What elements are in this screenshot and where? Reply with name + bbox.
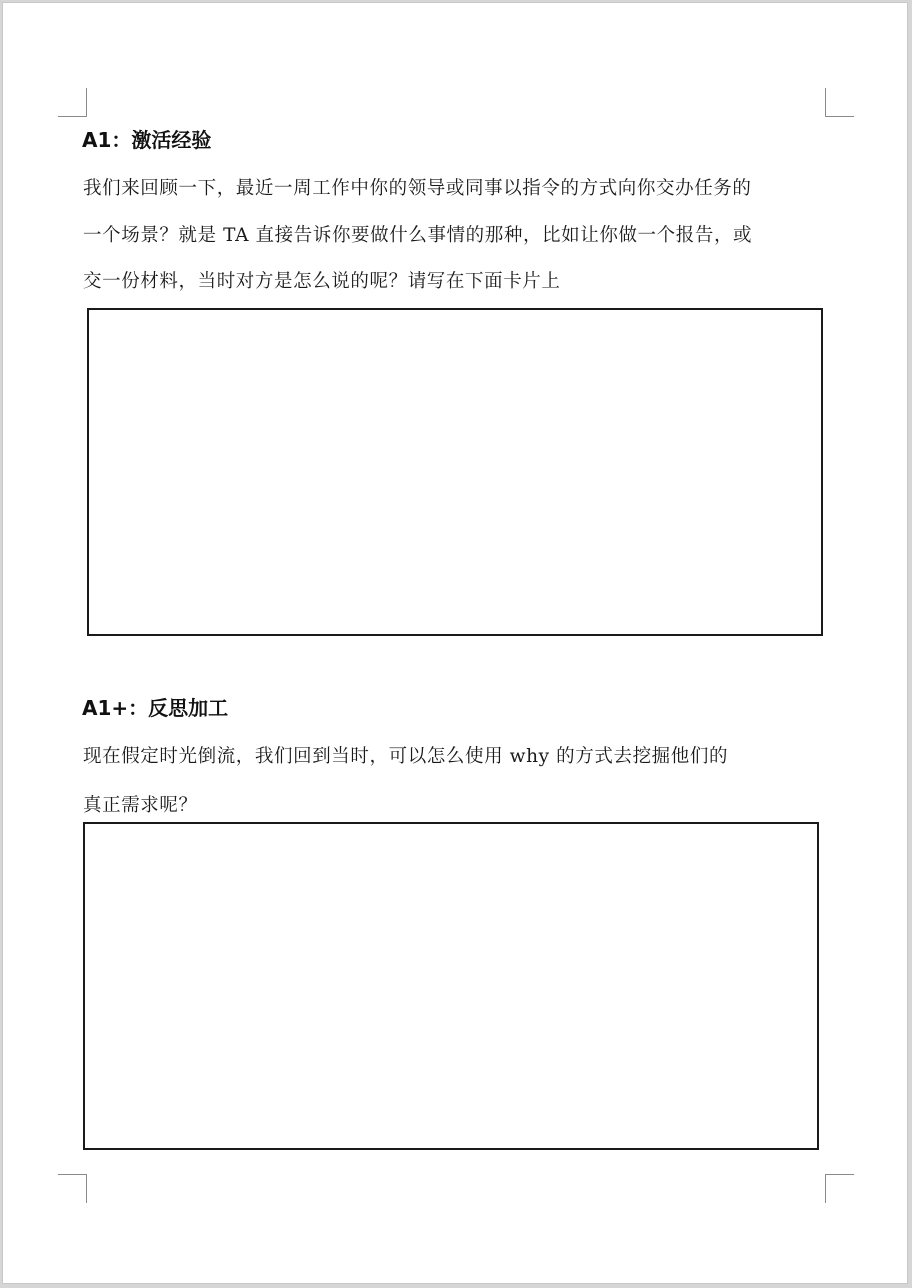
body-line: 交一份材料，当时对方是怎么说的呢？请写在下面卡片上 <box>83 271 561 292</box>
section-heading-a1: A1：激活经验 <box>82 128 212 152</box>
body-line: 真正需求呢？ <box>83 795 198 816</box>
crop-mark-top-right <box>825 88 854 117</box>
crop-mark-top-left <box>58 88 87 117</box>
body-line: 一个场景？就是 TA 直接告诉你要做什么事情的那种，比如让你做一个报告，或 <box>83 225 753 246</box>
crop-mark-bottom-right <box>825 1174 854 1203</box>
answer-card-a1[interactable] <box>87 308 823 636</box>
crop-mark-bottom-left <box>58 1174 87 1203</box>
section-heading-a1-plus: A1+：反思加工 <box>82 696 229 720</box>
body-line: 现在假定时光倒流，我们回到当时，可以怎么使用 why 的方式去挖掘他们的 <box>83 746 729 767</box>
body-line: 我们来回顾一下，最近一周工作中你的领导或同事以指令的方式向你交办任务的 <box>83 178 752 199</box>
answer-card-a1-plus[interactable] <box>83 822 819 1150</box>
